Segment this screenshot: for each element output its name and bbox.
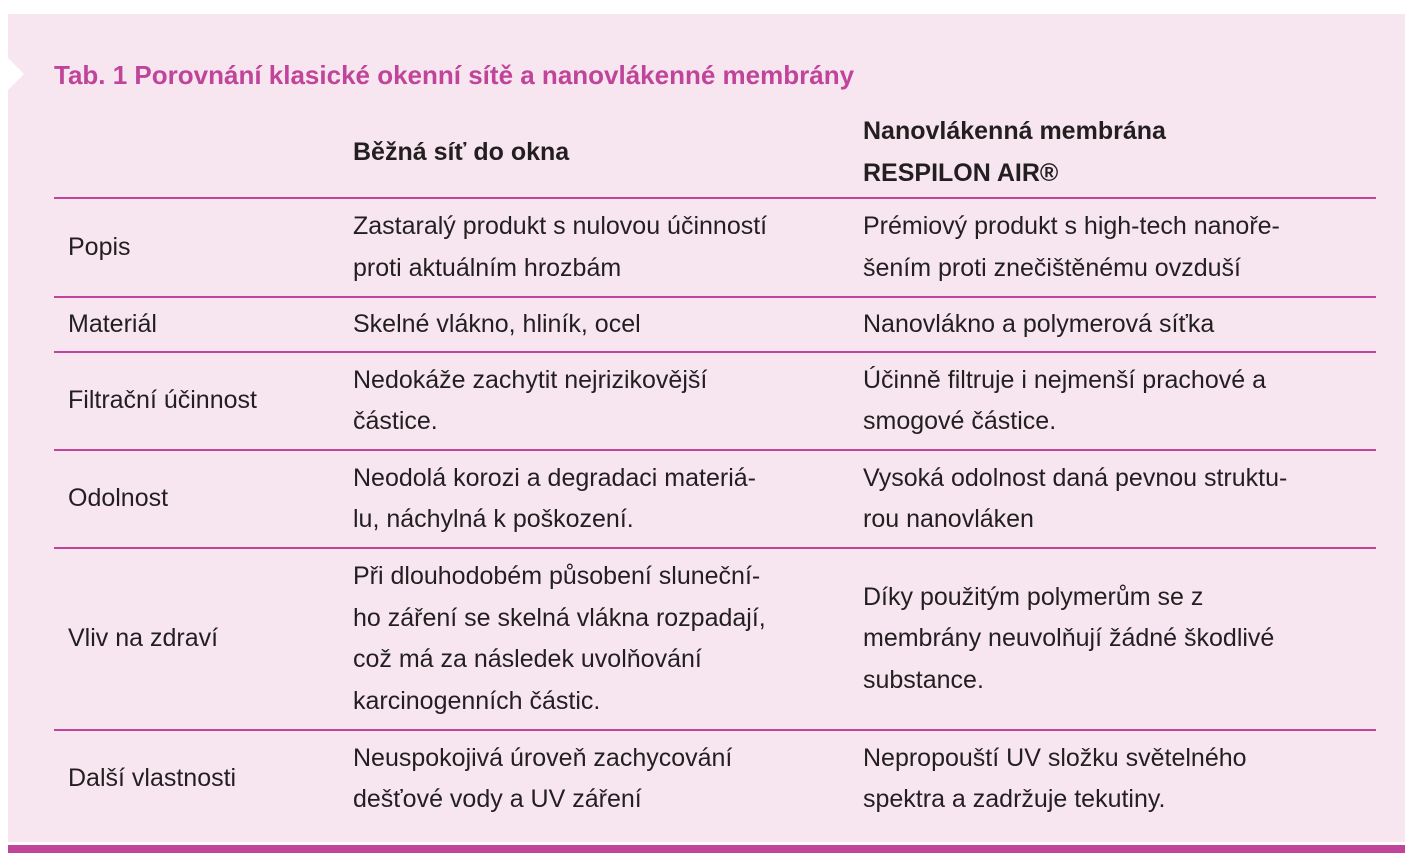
- row-label: Materiál: [68, 309, 157, 338]
- cell-standard-net: Při dlouhodobém působení sluneční- ho záření se skelná vlákna rozpadají, což má za následek uvolňování karcinogenních částic.: [353, 562, 766, 715]
- header-col2-line2: RESPILON AIR®: [863, 159, 1059, 187]
- cell-standard-net: Nedokáže zachytit nejrizikovější částice.: [353, 365, 708, 435]
- table-row: [54, 199, 1376, 296]
- row-label: Vliv na zdraví: [68, 624, 219, 653]
- cell-nanofiber-membrane: Vysoká odolnost daná pevnou struktu- rou nanovláken: [863, 463, 1288, 533]
- table-row: [54, 451, 1376, 547]
- cell-nanofiber-membrane: Nepropouští UV složku světelného spektra a zadržuje tekutiny.: [863, 743, 1247, 813]
- cell-standard-net: Neodolá korozi a degradaci materiá- lu, náchylná k poškození.: [353, 463, 756, 533]
- cell-standard-net: Neuspokojivá úroveň zachycování dešťové vody a UV záření: [353, 743, 733, 813]
- table-row: [54, 549, 1376, 729]
- row-label: Popis: [68, 232, 131, 261]
- cell-standard-net: Zastaralý produkt s nulovou účinností proti aktuálním hrozbám: [353, 212, 768, 282]
- header-col-standard-net: Běžná síť do okna: [353, 138, 570, 166]
- header-col2-line1: Nanovlákenná membrána: [863, 117, 1166, 145]
- row-label: Filtrační účinnost: [68, 386, 257, 415]
- panel-notch: [8, 58, 24, 90]
- table-title: Tab. 1 Porovnání klasické okenní sítě a nanovlákenné membrány: [54, 60, 855, 90]
- cell-nanofiber-membrane: Díky použitým polymerům se z membrány neuvolňují žádné škodlivé substance.: [863, 582, 1275, 694]
- cell-nanofiber-membrane: Nanovlákno a polymerová síťka: [863, 309, 1215, 338]
- bottom-rule: [8, 845, 1405, 853]
- row-label: Další vlastnosti: [68, 764, 237, 793]
- table-row: [54, 298, 1376, 351]
- table-row: [54, 353, 1376, 449]
- header-col-nanofiber-membrane: [863, 110, 1166, 194]
- cell-standard-net: Skelné vlákno, hliník, ocel: [353, 309, 641, 338]
- cell-nanofiber-membrane: Prémiový produkt s high-tech nanoře- šením proti znečištěnému ovzduší: [863, 212, 1280, 282]
- row-label: Odolnost: [68, 484, 169, 513]
- table-row: [54, 731, 1376, 827]
- cell-nanofiber-membrane: Účinně filtruje i nejmenší prachové a smogové částice.: [863, 365, 1266, 435]
